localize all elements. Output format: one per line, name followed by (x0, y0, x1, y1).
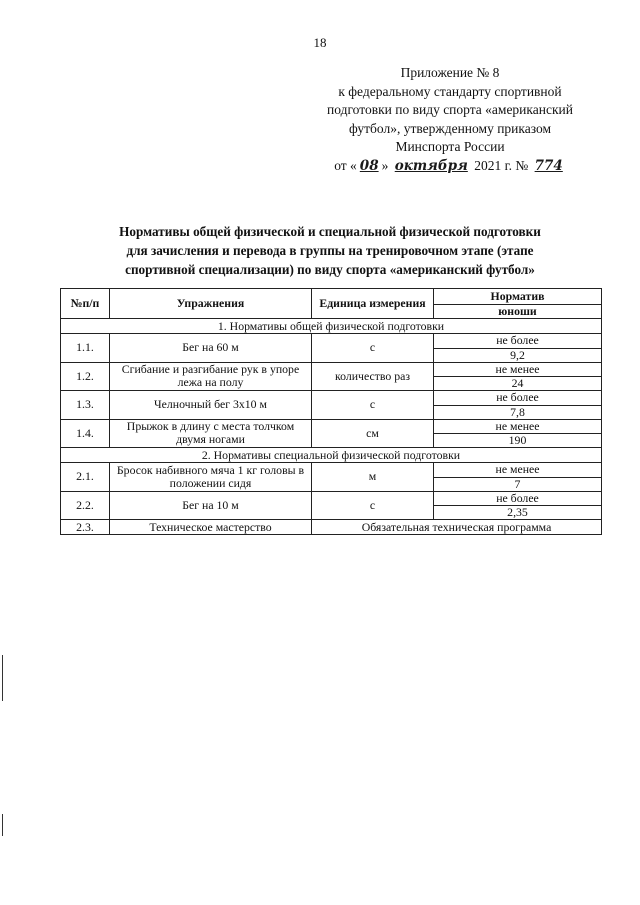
row-qualifier: не менее (434, 419, 602, 434)
section-heading: 2. Нормативы специальной физической подготовки (61, 448, 602, 463)
row-qualifier: не более (434, 491, 602, 506)
row-exercise: Бег на 60 м (110, 334, 312, 363)
date-mid: » (381, 157, 389, 173)
row-unit: с (312, 391, 434, 420)
document-title (60, 222, 600, 279)
row-value: 7,8 (434, 405, 602, 419)
date-month: октября (394, 157, 468, 174)
appendix-line: Минспорта России (395, 139, 505, 154)
date-year: 2021 г. № (474, 157, 529, 173)
header-exercise: Упражнения (110, 289, 312, 319)
row-value: 24 (434, 377, 602, 391)
row-exercise: Бросок набивного мяча 1 кг головы в положении сидя (110, 463, 312, 492)
date-prefix: от « (334, 157, 357, 173)
appendix-line: футбол», утвержденному приказом (348, 120, 552, 136)
row-num: 1.1. (61, 334, 110, 363)
date-day: 08 (359, 157, 379, 174)
row-num: 1.4. (61, 419, 110, 448)
row-exercise: Бег на 10 м (110, 491, 312, 520)
appendix-line: подготовки по виду спорта «американский (327, 102, 573, 117)
row-num: 1.3. (61, 391, 110, 420)
row-num: 2.2. (61, 491, 110, 520)
row-qualifier: не менее (434, 463, 602, 478)
row-value: 2,35 (434, 506, 602, 520)
row-note: Обязательная техническая программа (312, 520, 602, 535)
row-exercise: Прыжок в длину с места толчком двумя ногами (110, 419, 312, 448)
header-num: №п/п (61, 289, 110, 319)
row-qualifier: не менее (434, 362, 602, 377)
row-unit: см (312, 419, 434, 448)
section-heading: 1. Нормативы общей физической подготовки (61, 319, 602, 334)
row-qualifier: не более (434, 391, 602, 406)
row-value: 7 (434, 477, 602, 491)
appendix-block (300, 64, 600, 175)
header-norm: Норматив (434, 289, 602, 305)
title-line: Нормативы общей физической и специальной физической подготовки (119, 224, 541, 239)
row-qualifier: не более (434, 334, 602, 349)
header-group: юноши (434, 305, 602, 319)
order-number: 774 (534, 157, 563, 174)
appendix-date-line (300, 157, 600, 176)
row-exercise: Сгибание и разгибание рук в упоре лежа на полу (110, 362, 312, 391)
norms-table (60, 288, 602, 535)
row-exercise: Челночный бег 3х10 м (110, 391, 312, 420)
title-line: для зачисления и перевода в группы на тренировочном этапе (этапе (126, 243, 534, 258)
scan-margin-mark (2, 655, 3, 701)
page-number: 18 (313, 35, 327, 50)
appendix-title: Приложение № 8 (400, 65, 500, 80)
row-unit: с (312, 491, 434, 520)
row-value: 9,2 (434, 348, 602, 362)
row-num: 2.3. (61, 520, 110, 535)
row-unit: количество раз (312, 362, 434, 391)
title-line: спортивной специализации) по виду спорта «американский футбол» (125, 262, 535, 277)
row-unit: с (312, 334, 434, 363)
header-unit: Единица измерения (312, 289, 434, 319)
row-num: 2.1. (61, 463, 110, 492)
scan-margin-mark (2, 814, 3, 836)
appendix-line: к федеральному стандарту спортивной (338, 83, 562, 99)
row-value: 190 (434, 434, 602, 448)
row-unit: м (312, 463, 434, 492)
row-exercise: Техническое мастерство (110, 520, 312, 535)
row-num: 1.2. (61, 362, 110, 391)
